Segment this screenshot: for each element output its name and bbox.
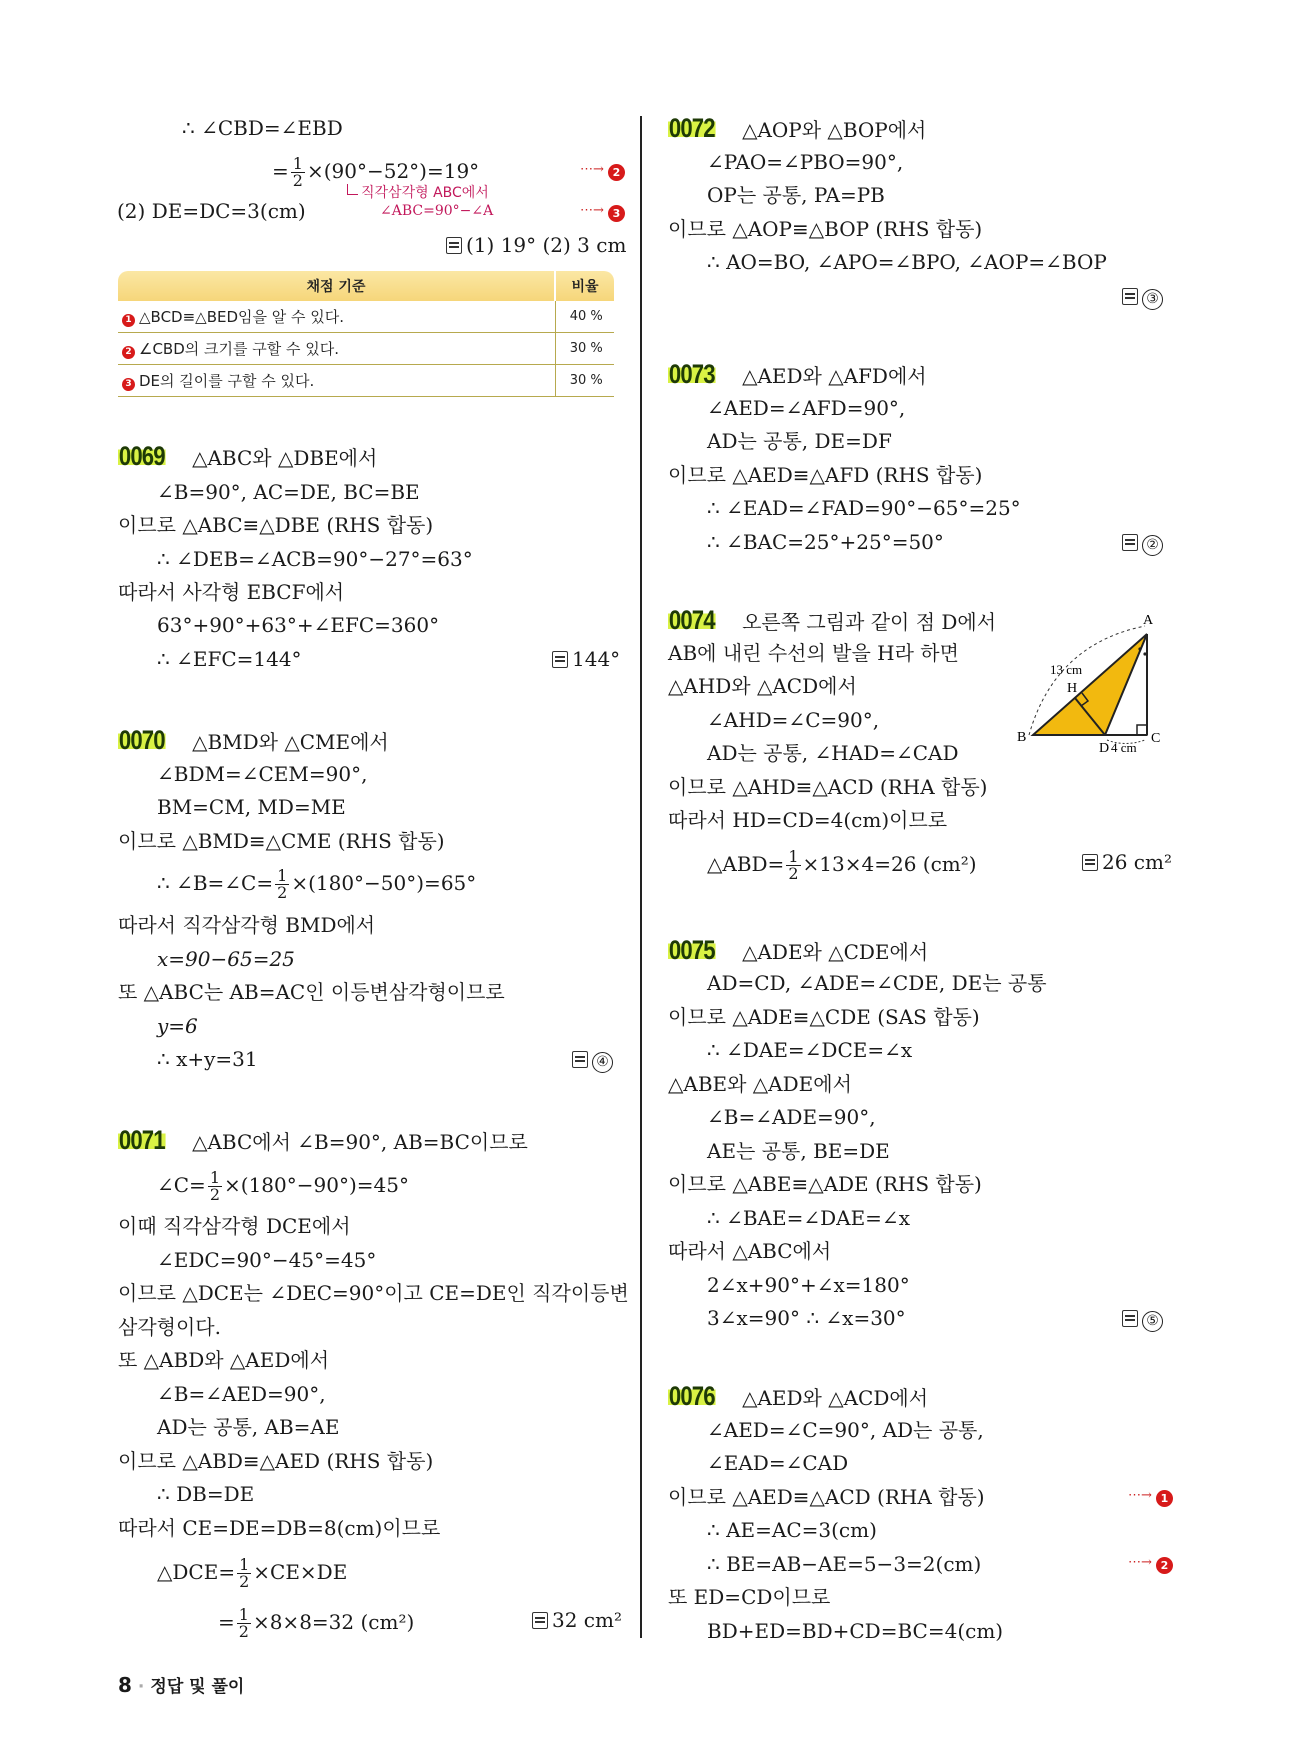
step-marker: 2	[122, 346, 135, 359]
right-angle-mark-c	[1137, 725, 1147, 735]
answer-0072: ③	[1122, 283, 1163, 310]
problem-number: 0073	[668, 359, 715, 389]
step-marker-3: ⋯→ 3	[580, 203, 625, 222]
grading-row: 1 △BCD≡△BED임을 알 수 있다. 40 %	[118, 301, 614, 333]
answer-0073: ②	[1122, 529, 1163, 556]
eq-sign: =	[272, 159, 289, 183]
grading-header-criterion: 채점 기준	[118, 271, 555, 301]
problem-number: 0076	[668, 1381, 715, 1411]
answer-0070: ④	[572, 1046, 613, 1073]
problem-number: 0072	[668, 113, 715, 143]
fraction: $\frac{1}{2}$	[209, 1168, 221, 1204]
problem-number: 0070	[118, 725, 165, 755]
step-marker-2: ⋯→ 2	[580, 162, 625, 181]
problem-number: 0069	[118, 441, 165, 471]
answer-0069: 144°	[552, 646, 620, 672]
fraction: $\frac{1}{2}$	[788, 847, 799, 883]
answer-icon	[1082, 854, 1098, 871]
answer-icon	[446, 237, 462, 254]
expression: ×(90°−52°)=19°	[306, 159, 480, 183]
svg-text:B: B	[1017, 730, 1027, 745]
problem-number: 0074	[668, 605, 715, 635]
step-marker: 3	[122, 378, 135, 391]
step-marker: 1	[122, 314, 135, 327]
answer-icon	[1122, 534, 1138, 551]
svg-text:C: C	[1151, 731, 1161, 746]
column-divider	[640, 116, 642, 1638]
cont-line-3: (2) DE=DC=3(cm)	[117, 199, 306, 223]
answer-0071: 32 cm²	[532, 1607, 622, 1633]
answer-icon	[532, 1612, 548, 1629]
answer-0075: ⑤	[1122, 1305, 1163, 1332]
answer-icon	[552, 651, 568, 668]
fraction: $\frac{1}{2}$	[277, 866, 288, 902]
problem-number: 0075	[668, 935, 715, 965]
fraction: $\frac{1}{2}$	[239, 1555, 250, 1591]
page-number: 8	[118, 1673, 132, 1697]
answer-0074: 26 cm²	[1082, 849, 1172, 875]
fraction: $\frac{1}{2}$	[238, 1605, 249, 1641]
svg-text:A: A	[1143, 613, 1154, 628]
grading-row: 3 DE의 길이를 구할 수 있다. 30 %	[118, 365, 614, 397]
bracket-icon	[347, 184, 358, 195]
answer-icon	[1122, 1310, 1138, 1327]
grading-table	[118, 271, 614, 397]
separator-dot: ·	[137, 1677, 145, 1697]
step-marker-1: ⋯→ 1	[1128, 1488, 1173, 1507]
step-marker-2: ⋯→ 2	[1128, 1555, 1173, 1574]
shaded-triangle-abd	[1033, 634, 1147, 735]
fraction: $\frac{1}{2}$	[292, 154, 303, 190]
answer-icon	[1122, 288, 1138, 305]
grading-header-ratio: 비율	[555, 271, 614, 301]
cont-line-1: ∴ ∠CBD=∠EBD	[182, 116, 343, 140]
annotation-note-2: ∠ABC=90°−∠A	[380, 203, 494, 219]
svg-text:D: D	[1099, 741, 1110, 754]
annotation-note-1: 직각삼각형 ABC에서	[347, 184, 489, 202]
svg-text:H: H	[1067, 681, 1078, 696]
triangle-diagram	[1015, 604, 1185, 754]
svg-text:13 cm: 13 cm	[1050, 662, 1083, 677]
svg-text:4 cm: 4 cm	[1111, 740, 1137, 754]
answer-icon	[572, 1051, 588, 1068]
grading-row: 2 ∠CBD의 크기를 구할 수 있다. 30 %	[118, 333, 614, 365]
answer-prev: (1) 19° (2) 3 cm	[446, 232, 626, 258]
page-footer	[118, 1672, 244, 1697]
section-title: 정답 및 풀이	[150, 1677, 245, 1697]
problem-number: 0071	[118, 1125, 165, 1155]
